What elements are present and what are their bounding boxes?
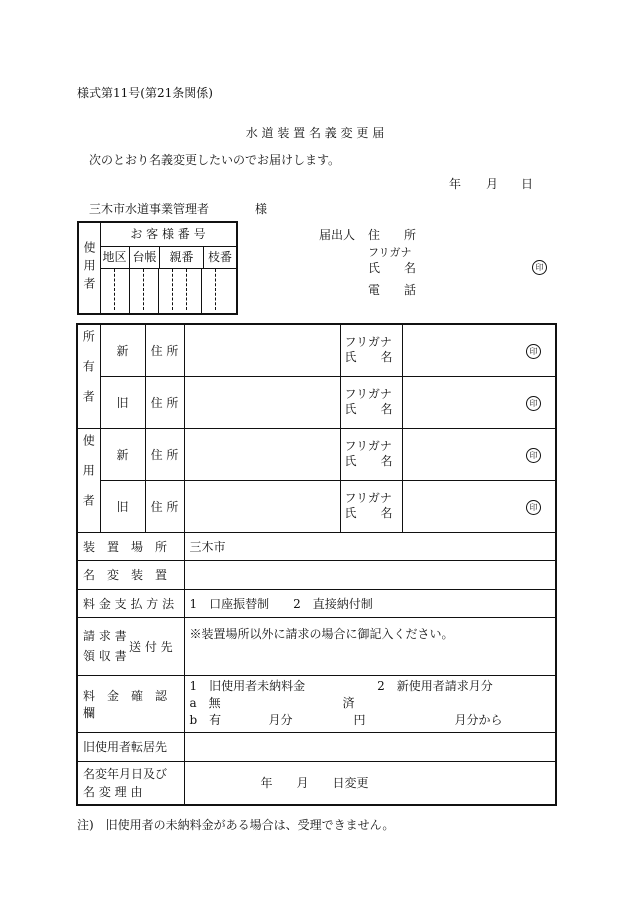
applicant-label: 届出人	[319, 228, 356, 242]
owner-old-address-field[interactable]	[184, 376, 340, 428]
fee-b: b 有	[189, 713, 222, 727]
user-old-name-field[interactable]	[402, 480, 556, 532]
intro-text: 次のとおり名義変更したいのでお届けします。	[89, 153, 341, 167]
owner-old-name-label: 氏 名	[344, 402, 393, 416]
col-ledger: 台帳	[130, 246, 160, 268]
billing-label-line2: 領 収 書	[83, 649, 127, 663]
change-date-label-cell	[77, 761, 184, 805]
user-old-label: 旧	[100, 480, 145, 532]
date-month: 月	[486, 177, 499, 191]
col-district: 地区	[100, 246, 130, 268]
fee-b-from: 月分から	[454, 713, 503, 727]
addressee-name: 三木市水道事業管理者	[89, 202, 210, 216]
user-old-name-labels	[340, 480, 402, 532]
fee-a-done: 済	[342, 696, 355, 710]
device-location-label: 装 置 場 所	[77, 532, 184, 560]
date-day: 日	[521, 177, 534, 191]
owner-old-label: 旧	[100, 376, 145, 428]
owner-new-seal: 印	[526, 344, 541, 359]
change-date-value[interactable]: 年 月 日変更	[184, 761, 556, 805]
user-new-address-field[interactable]	[184, 428, 340, 480]
name-change-device-label: 名 変 装 置	[77, 560, 184, 589]
customer-box-side-label: 使用者	[82, 241, 96, 295]
billing-label-line1: 請 求 書	[83, 629, 127, 643]
document-title: 水 道 装 置 名 義 変 更 届	[245, 126, 385, 140]
user-new-seal: 印	[526, 448, 541, 463]
payment-method-label: 料 金 支 払 方 法	[77, 589, 184, 617]
billing-label-cell	[77, 617, 184, 675]
user-old-name-label: 氏 名	[344, 506, 393, 520]
owner-new-furigana-label: フリガナ	[344, 335, 392, 350]
date-year: 年	[449, 177, 462, 191]
owner-old-name-field[interactable]	[402, 376, 556, 428]
user-new-name-labels	[340, 428, 402, 480]
customer-number-box	[77, 221, 238, 315]
fee-b-month: 月分	[268, 713, 293, 727]
addressee-honorific: 様	[255, 202, 268, 216]
main-form-table	[76, 323, 557, 806]
fee-b-yen: 円	[353, 713, 366, 727]
owner-new-address-field[interactable]	[184, 324, 340, 376]
owner-new-name-field[interactable]	[402, 324, 556, 376]
owner-new-address-label: 住 所	[145, 324, 184, 376]
footnote: 注) 旧使用者の未納料金がある場合は、受理できません。	[77, 818, 395, 832]
owner-label: 所有者	[81, 329, 96, 420]
change-date-label2: 名 変 理 由	[83, 784, 143, 799]
user-new-name-field[interactable]	[402, 428, 556, 480]
fee-check-cell[interactable]	[184, 675, 556, 732]
user-new-name-label: 氏 名	[344, 454, 393, 468]
applicant-address-label: 住 所	[368, 228, 417, 242]
name-change-device-field[interactable]	[184, 560, 556, 589]
owner-group-cell	[77, 324, 100, 428]
billing-note[interactable]: ※装置場所以外に請求の場合に御記入ください。	[184, 617, 556, 675]
owner-old-furigana-label: フリガナ	[344, 387, 392, 401]
customer-number-fields[interactable]	[100, 269, 236, 313]
user-old-address-label: 住 所	[145, 480, 184, 532]
customer-number-header: お 客 様 番 号	[100, 223, 236, 247]
change-date-label1: 名変年月日及び	[83, 766, 168, 781]
old-user-move-label: 旧使用者転居先	[77, 732, 184, 761]
user-new-label: 新	[100, 428, 145, 480]
owner-new-name-labels	[340, 324, 402, 376]
user-old-seal: 印	[526, 500, 541, 515]
owner-new-label: 新	[100, 324, 145, 376]
old-user-move-field[interactable]	[184, 732, 556, 761]
owner-old-name-labels	[340, 376, 402, 428]
user-group-cell	[77, 428, 100, 532]
applicant-seal: 印	[532, 260, 547, 275]
user-old-furigana-label: フリガナ	[344, 491, 392, 505]
owner-old-seal: 印	[526, 396, 541, 411]
user-new-furigana-label: フリガナ	[344, 439, 392, 453]
applicant-furigana-label: フリガナ	[368, 246, 412, 259]
payment-method-value[interactable]: 1 口座振替制 2 直接納付制	[184, 589, 556, 617]
fee-a: a 無	[189, 696, 221, 710]
fee-check-line1: 1 旧使用者未納料金 2 新使用者請求月分	[189, 679, 493, 693]
col-parent-number: 親番	[160, 246, 204, 268]
billing-label-side: 送 付 先	[129, 639, 173, 654]
applicant-name-label: 氏 名	[368, 261, 417, 275]
owner-new-name-label: 氏 名	[344, 350, 393, 365]
user-label: 使用者	[81, 433, 96, 524]
fee-check-label: 料 金 確 認 欄	[77, 675, 184, 732]
applicant-phone-label: 電 話	[368, 283, 417, 297]
owner-old-address-label: 住 所	[145, 376, 184, 428]
form-number: 様式第11号(第21条関係)	[77, 86, 213, 100]
col-branch-number: 枝番	[207, 250, 232, 264]
user-old-address-field[interactable]	[184, 480, 340, 532]
device-location-value[interactable]: 三木市	[184, 532, 556, 560]
user-new-address-label: 住 所	[145, 428, 184, 480]
